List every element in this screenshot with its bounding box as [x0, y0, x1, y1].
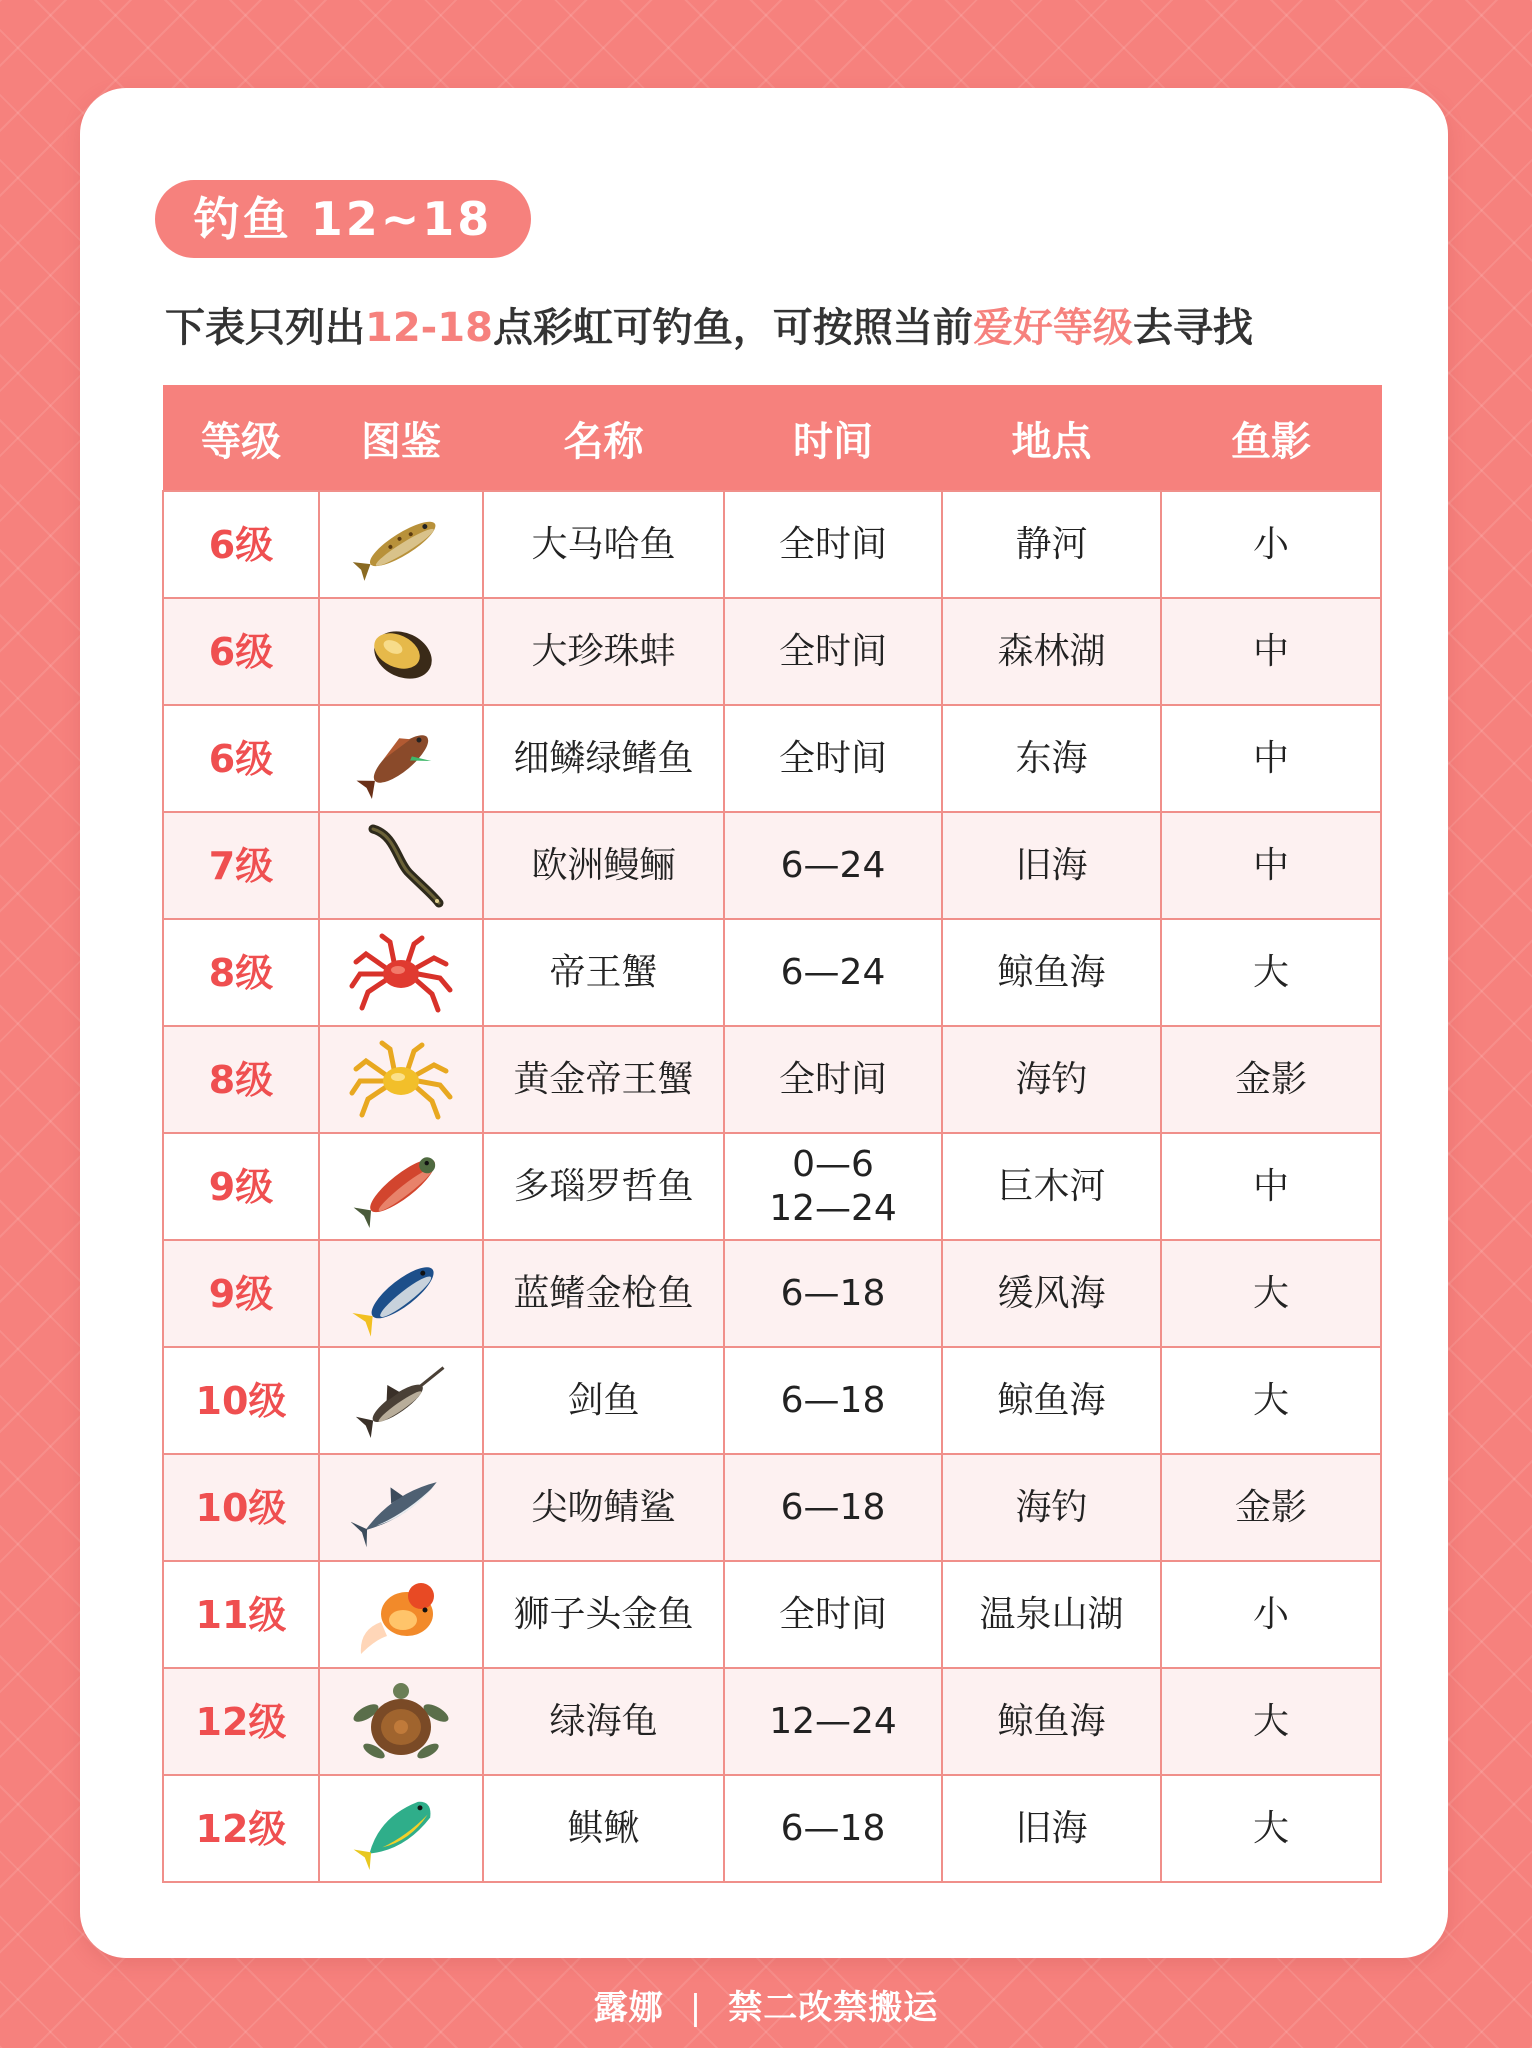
sea-turtle-icon	[346, 1677, 456, 1767]
table-row	[163, 1561, 1381, 1668]
cell-time: 6—18	[724, 1347, 942, 1454]
cell-name: 尖吻鲭鲨	[483, 1454, 724, 1561]
cell-shadow: 大	[1161, 1775, 1381, 1882]
sockeye-salmon-icon	[351, 1142, 451, 1232]
cell-time: 全时间	[724, 491, 942, 598]
cell-shadow: 小	[1161, 1561, 1381, 1668]
cell-place: 旧海	[942, 1775, 1161, 1882]
time-line: 12—24	[769, 1187, 897, 1229]
cell-shadow: 小	[1161, 491, 1381, 598]
swordfish-icon	[351, 1356, 451, 1446]
cell-place: 巨木河	[942, 1133, 1161, 1240]
cell-time: 全时间	[724, 598, 942, 705]
cell-level: 9级	[163, 1133, 319, 1240]
eel-icon	[351, 821, 451, 911]
cell-level: 10级	[163, 1454, 319, 1561]
cell-shadow: 金影	[1161, 1454, 1381, 1561]
subtitle-part: 下表只列出	[165, 305, 365, 351]
cell-time: 6—18	[724, 1454, 942, 1561]
cell-time: 12—24	[724, 1668, 942, 1775]
time-line: 0—6	[792, 1143, 874, 1185]
cell-time: 6—24	[724, 919, 942, 1026]
header-place: 地点	[942, 386, 1161, 492]
fish-table	[162, 385, 1382, 1883]
header-name: 名称	[483, 386, 724, 492]
cell-icon	[319, 1775, 483, 1882]
table-row	[163, 491, 1381, 598]
cell-level: 6级	[163, 705, 319, 812]
header-icon: 图鉴	[319, 386, 483, 492]
cell-icon	[319, 1347, 483, 1454]
cell-name: 大马哈鱼	[483, 491, 724, 598]
footer-author: 露娜	[593, 1988, 664, 2028]
cell-place: 鲸鱼海	[942, 1347, 1161, 1454]
table-row	[163, 919, 1381, 1026]
table-row	[163, 1668, 1381, 1775]
cell-name: 欧洲鳗鲡	[483, 812, 724, 919]
cell-level: 8级	[163, 919, 319, 1026]
cell-icon	[319, 1133, 483, 1240]
king-crab-icon	[346, 928, 456, 1018]
mahi-mahi-icon	[351, 1784, 451, 1874]
table-row	[163, 705, 1381, 812]
cell-name: 多瑙罗哲鱼	[483, 1133, 724, 1240]
goldfish-icon	[351, 1570, 451, 1660]
table-header-row	[163, 386, 1381, 492]
subtitle-part: 去寻找	[1132, 305, 1253, 351]
cell-icon	[319, 598, 483, 705]
footer-notice: 禁二改禁搬运	[728, 1988, 939, 2028]
cell-icon	[319, 1668, 483, 1775]
cell-shadow: 大	[1161, 1240, 1381, 1347]
cell-shadow: 金影	[1161, 1026, 1381, 1133]
cell-level: 7级	[163, 812, 319, 919]
cell-time: 全时间	[724, 1026, 942, 1133]
cell-level: 6级	[163, 598, 319, 705]
cell-place: 海钓	[942, 1454, 1161, 1561]
cell-place: 东海	[942, 705, 1161, 812]
cell-level: 10级	[163, 1347, 319, 1454]
cell-icon	[319, 1026, 483, 1133]
cell-time: 全时间	[724, 705, 942, 812]
pearl-mussel-icon	[351, 607, 451, 697]
cell-time: 6—18	[724, 1775, 942, 1882]
cell-level: 12级	[163, 1668, 319, 1775]
cell-name: 蓝鳍金枪鱼	[483, 1240, 724, 1347]
cell-icon	[319, 491, 483, 598]
tuna-icon	[351, 1249, 451, 1339]
cell-place: 森林湖	[942, 598, 1161, 705]
table-row	[163, 1454, 1381, 1561]
cell-level: 12级	[163, 1775, 319, 1882]
cell-time: 全时间	[724, 1561, 942, 1668]
page-title: 钓鱼 12~18	[155, 180, 531, 258]
cell-name: 绿海龟	[483, 1668, 724, 1775]
cell-place: 静河	[942, 491, 1161, 598]
cell-place: 缓风海	[942, 1240, 1161, 1347]
cell-place: 温泉山湖	[942, 1561, 1161, 1668]
cell-name: 大珍珠蚌	[483, 598, 724, 705]
header-level: 等级	[163, 386, 319, 492]
footer-separator: |	[689, 1988, 703, 2028]
cell-icon	[319, 1240, 483, 1347]
header-shadow: 鱼影	[1161, 386, 1381, 492]
cell-level: 11级	[163, 1561, 319, 1668]
cell-shadow: 大	[1161, 1347, 1381, 1454]
cell-icon	[319, 812, 483, 919]
cell-shadow: 中	[1161, 705, 1381, 812]
cell-shadow: 中	[1161, 598, 1381, 705]
cell-level: 6级	[163, 491, 319, 598]
cell-place: 海钓	[942, 1026, 1161, 1133]
cell-name: 细鳞绿鳍鱼	[483, 705, 724, 812]
cell-name: 剑鱼	[483, 1347, 724, 1454]
cell-place: 旧海	[942, 812, 1161, 919]
table-row	[163, 1133, 1381, 1240]
table-row	[163, 812, 1381, 919]
subtitle	[165, 292, 1395, 364]
trout-icon	[351, 500, 451, 590]
table-row	[163, 598, 1381, 705]
subtitle-highlight: 爱好等级	[972, 305, 1133, 351]
cell-icon	[319, 919, 483, 1026]
table-row	[163, 1026, 1381, 1133]
cell-icon	[319, 1561, 483, 1668]
subtitle-part: 点彩虹可钓鱼，可按照当前	[492, 305, 973, 351]
cell-name: 狮子头金鱼	[483, 1561, 724, 1668]
table-row	[163, 1347, 1381, 1454]
golden-crab-icon	[346, 1035, 456, 1125]
cell-shadow: 大	[1161, 919, 1381, 1026]
cell-name: 鲯鳅	[483, 1775, 724, 1882]
subtitle-highlight: 12-18	[365, 305, 493, 351]
cell-shadow: 中	[1161, 812, 1381, 919]
cell-shadow: 中	[1161, 1133, 1381, 1240]
cell-shadow: 大	[1161, 1668, 1381, 1775]
cell-time: 6—24	[724, 812, 942, 919]
cell-place: 鲸鱼海	[942, 1668, 1161, 1775]
cell-time	[724, 1133, 942, 1240]
cell-name: 帝王蟹	[483, 919, 724, 1026]
cell-time: 6—18	[724, 1240, 942, 1347]
table-row	[163, 1240, 1381, 1347]
footer	[0, 1980, 1532, 2029]
cell-place: 鲸鱼海	[942, 919, 1161, 1026]
cell-name: 黄金帝王蟹	[483, 1026, 724, 1133]
cell-level: 8级	[163, 1026, 319, 1133]
table-row	[163, 1775, 1381, 1882]
cell-icon	[319, 705, 483, 812]
header-time: 时间	[724, 386, 942, 492]
cell-level: 9级	[163, 1240, 319, 1347]
mako-shark-icon	[351, 1463, 451, 1553]
cell-icon	[319, 1454, 483, 1561]
greenling-icon	[351, 714, 451, 804]
